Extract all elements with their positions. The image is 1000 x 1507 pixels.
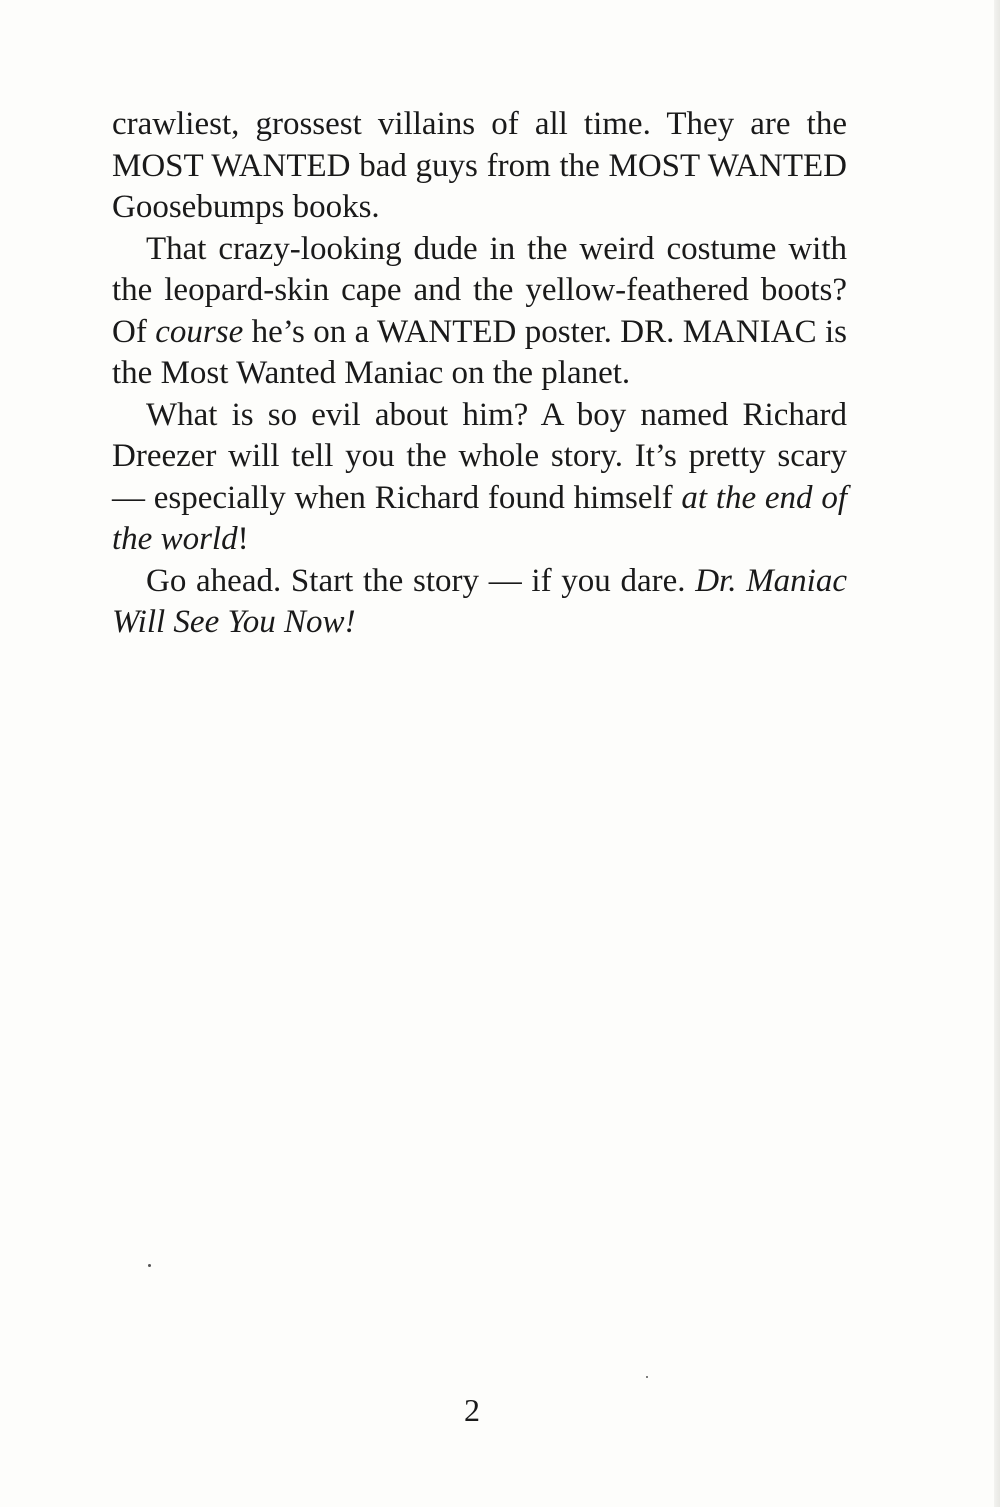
italic-text-segment: Dr. Maniac Will See You Now! bbox=[112, 562, 847, 640]
italic-text-segment: course bbox=[155, 313, 244, 350]
print-speck bbox=[646, 1376, 648, 1378]
text-segment: That crazy-looking dude in the weird costume with the leopard-skin cape and the yellow-feathered boots? Of bbox=[112, 230, 847, 350]
paragraph bbox=[112, 104, 847, 229]
page-number: 2 bbox=[464, 1392, 480, 1428]
paragraph bbox=[112, 561, 847, 644]
text-segment: What is so evil about him? A boy named Richard Dreezer will tell you the whole story. It’s pretty scary — especially when Richard found himself bbox=[112, 396, 847, 516]
italic-text-segment: at the end of the world bbox=[112, 479, 847, 557]
print-speck bbox=[148, 1264, 151, 1267]
paragraph bbox=[112, 229, 847, 395]
text-segment: Go ahead. Start the story — if you dare. bbox=[146, 562, 696, 599]
body-text bbox=[112, 104, 847, 644]
text-segment: ! bbox=[237, 521, 249, 557]
page-edge bbox=[994, 0, 1000, 1507]
text-segment: crawliest, grossest villains of all time. They are the MOST WANTED bad guys from the MOST WANTED Goosebumps books. bbox=[112, 106, 847, 225]
paragraph bbox=[112, 395, 847, 561]
text-segment: he’s on a WANTED poster. DR. MANIAC is the Most Wanted Maniac on the planet. bbox=[112, 313, 847, 391]
